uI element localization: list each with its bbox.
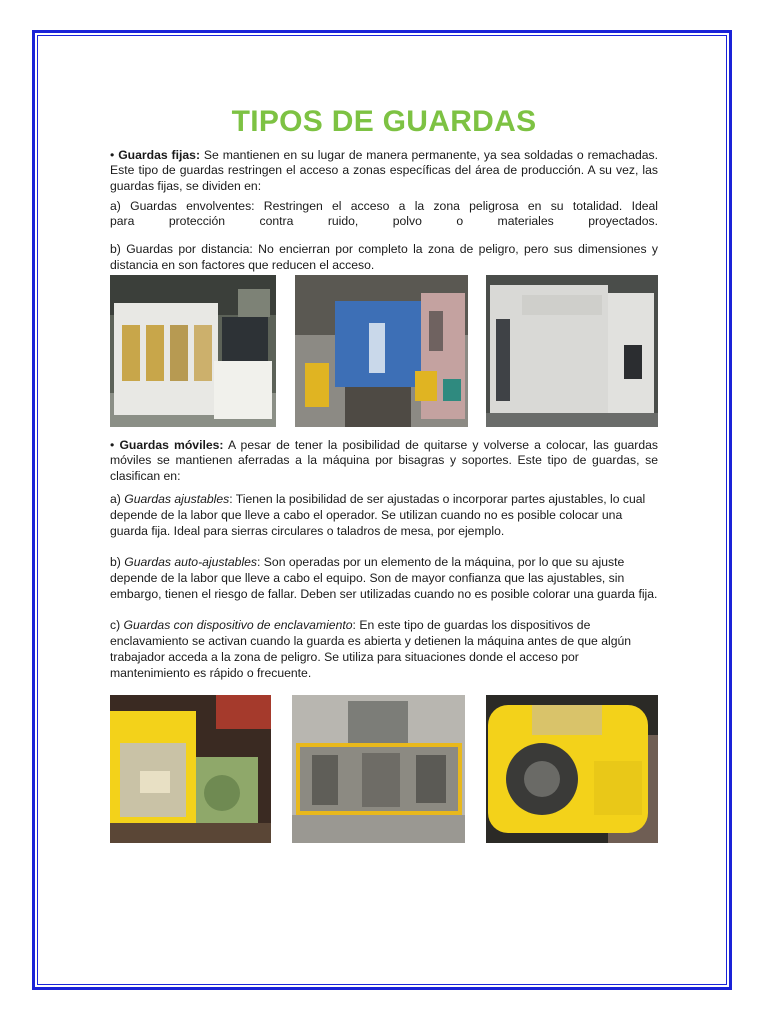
distance-guard-photo — [295, 275, 468, 427]
machine-enclosure-photo — [486, 275, 658, 427]
fixed-guards-a-line2: para protección contra ruido, polvo o materiales proyectados. — [110, 214, 658, 229]
item-prefix: c) — [110, 617, 124, 632]
fixed-guards-label: Guardas fijas: — [118, 148, 201, 162]
milling-machine-guard-photo — [292, 695, 465, 843]
self-adjusting-guards-term: Guardas auto-ajustables — [124, 554, 258, 569]
adjustable-guards-term: Guardas ajustables — [124, 491, 230, 506]
enclosing-guard-photo — [110, 275, 276, 427]
adjustable-guards-paragraph — [110, 491, 658, 539]
self-adjusting-guards-paragraph — [110, 554, 658, 602]
bullet: • — [110, 438, 115, 453]
interlock-guards-text: : En este tipo de guardas los dispositivos de enclavamiento se activan cuando la guarda es abierta y detienen la máquina antes de que algún trabajador acceda a la zona de peligro. Se utiliza para situaciones donde el acceso por mantenimiento es rápido o frecuente. — [110, 617, 632, 680]
interlock-guards-paragraph — [110, 617, 658, 681]
item-prefix: a) — [110, 491, 125, 506]
interlock-guards-term: Guardas con dispositivo de enclavamiento — [123, 617, 353, 632]
fixed-guards-photos — [110, 275, 658, 427]
fixed-guards-paragraph — [110, 148, 658, 194]
item-prefix: b) — [110, 554, 125, 569]
lathe-chuck-guard-photo — [486, 695, 658, 843]
document-content — [110, 100, 658, 843]
mobile-guards-paragraph — [110, 438, 658, 484]
fixed-guards-text: Se mantienen en su lugar de manera permanente, ya sea soldadas o remachadas. Este tipo de guardas restringen el acceso a zonas específicas del área de producción. A su vez, las guardas fijas, se dividen en: — [110, 148, 659, 193]
mobile-guards-label: Guardas móviles: — [119, 438, 224, 453]
page-title: TIPOS DE GUARDAS — [231, 105, 537, 138]
mobile-guards-text: A pesar de tener la posibilidad de quitarse y volverse a colocar, las guardas móviles se mantienen aferradas a la máquina por bisagras y soportes. Este tipo de guardas, se clasifican en: — [110, 438, 659, 483]
bullet: • — [110, 148, 115, 162]
self-adjusting-guards-text: : Son operadas por un elemento de la máquina, por lo que su ajuste depende de la labor que lleve a cabo el equipo. Son de mayor confianza que las ajustables, sin embargo, tienen el riesgo de fallar. Deben ser utilizadas cuando no es posible colorar una guarda fija. — [110, 554, 658, 601]
fixed-guards-b: b) Guardas por distancia: No encierran por completo la zona de peligro, pero sus dimensiones y distancia en son factores que reducen el acceso. — [110, 242, 658, 272]
mobile-guards-photos — [110, 695, 658, 843]
yellow-adjustable-guard-photo — [110, 695, 271, 843]
fixed-guards-a-line1: a) Guardas envolventes: Restringen el acceso a la zona peligrosa en su totalidad. Ideal — [110, 198, 658, 213]
adjustable-guards-text: : Tienen la posibilidad de ser ajustadas o incorporar partes ajustables, lo cual depende de la labor que lleve a cabo el operador. Se utilizan cuando no es posible colocar una guarda fija. Ideal para sierras circulares o taladros de mesa, por ejemplo. — [110, 491, 646, 538]
